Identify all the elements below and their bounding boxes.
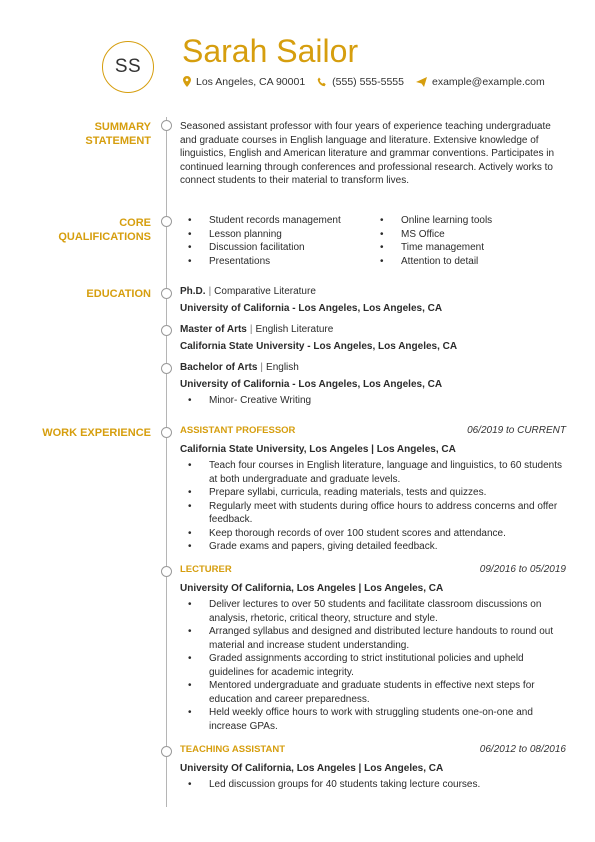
section-label-education: EDUCATION <box>86 288 151 300</box>
job-title: LECTURER <box>180 564 232 575</box>
list-item: • Held weekly office hours to work with struggling students one-on-one and increase GPAs. <box>180 706 566 733</box>
contact-location <box>183 76 305 90</box>
job-title: ASSISTANT PROFESSOR <box>180 425 296 436</box>
monogram-avatar <box>102 41 154 93</box>
list-item: • Deliver lectures to over 50 students and facilitate classroom discussions on analysis, rhetoric, critical theory, structure and style. <box>180 598 566 625</box>
qualifications-list <box>180 214 566 268</box>
job-entry <box>180 743 566 792</box>
school: California State University - Los Angeles, Los Angeles, CA <box>180 340 458 352</box>
phone-icon <box>317 77 327 90</box>
job-dates: 06/2012 to 08/2016 <box>479 744 566 755</box>
job-entry <box>180 424 566 554</box>
job-header <box>180 743 566 757</box>
label-line: SUMMARY <box>94 121 151 133</box>
list-item: • Attention to detail <box>372 255 492 269</box>
job-dates: 06/2019 to CURRENT <box>467 425 566 436</box>
list-item: • Mentored undergraduate and graduate students in effective next steps for education and career preparedness. <box>180 679 566 706</box>
degree: Bachelor of Arts <box>180 362 258 373</box>
timeline-dot <box>161 325 172 336</box>
contact-bar <box>183 76 557 90</box>
degree-line <box>180 323 566 337</box>
field: Comparative Literature <box>214 286 316 297</box>
job-entry <box>180 563 566 733</box>
contact-phone <box>317 76 404 90</box>
list-item: • Arranged syllabus and designed and distributed lecture handouts to round out material and increase student understanding. <box>180 625 566 652</box>
summary-text: Seasoned assistant professor with four years of experience teaching undergraduate and graduate courses in English language and literature. Extensive knowledge of linguistics, English and American literature and grammar conventions. Participates in continued learning through conferences and professional research. Actively works to connect students to their material to transform lives. <box>180 121 555 186</box>
qualifications-column <box>180 214 372 268</box>
job-organization: University Of California, Los Angeles | Los Angeles, CA <box>180 582 444 594</box>
job-bullets <box>180 459 566 554</box>
location-pin-icon <box>183 76 191 90</box>
list-item: • Teach four courses in English literature, language and linguistics, to 60 students at both undergraduate and graduate levels. <box>180 459 566 486</box>
list-item: • Online learning tools <box>372 214 492 228</box>
degree-line <box>180 285 566 299</box>
job-organization: California State University, Los Angeles | Los Angeles, CA <box>180 443 456 455</box>
school: University of California - Los Angeles, Los Angeles, CA <box>180 378 443 390</box>
send-icon <box>416 77 427 90</box>
contact-email <box>416 76 545 90</box>
job-header <box>180 563 566 577</box>
location-text: Los Angeles, CA 90001 <box>196 76 306 89</box>
timeline-dot <box>161 288 172 299</box>
list-item: • Led discussion groups for 40 students taking lecture courses. <box>180 778 566 792</box>
list-item: • Lesson planning <box>180 228 372 242</box>
education-item <box>180 285 566 315</box>
timeline-dot <box>161 746 172 757</box>
qualifications-column <box>372 214 492 268</box>
separator: | <box>260 362 264 373</box>
field: English <box>266 362 299 373</box>
list-item: • Discussion facilitation <box>180 241 372 255</box>
label-line: CORE <box>119 217 151 229</box>
section-label-summary <box>85 120 151 148</box>
separator: | <box>208 286 212 297</box>
field: English Literature <box>255 324 334 335</box>
section-label-work: WORK EXPERIENCE <box>42 427 151 439</box>
job-organization: University Of California, Los Angeles | Los Angeles, CA <box>180 762 444 774</box>
job-title: TEACHING ASSISTANT <box>180 744 286 755</box>
email-text: example@example.com <box>431 76 545 89</box>
timeline-dot <box>161 363 172 374</box>
timeline-dot <box>161 120 172 131</box>
education-bullets <box>180 394 566 408</box>
list-item: • MS Office <box>372 228 492 242</box>
list-item: • Minor- Creative Writing <box>180 394 566 408</box>
job-dates: 09/2016 to 05/2019 <box>479 564 566 575</box>
list-item: • Presentations <box>180 255 372 269</box>
phone-text: (555) 555-5555 <box>332 76 404 89</box>
candidate-name: Sarah Sailor <box>182 33 359 69</box>
timeline-dot <box>161 566 172 577</box>
section-label-qualifications <box>58 216 151 244</box>
timeline-dot <box>161 427 172 438</box>
timeline-dot <box>161 216 172 227</box>
school: University of California - Los Angeles, Los Angeles, CA <box>180 302 443 314</box>
education-item <box>180 323 566 353</box>
label-line: QUALIFICATIONS <box>58 231 151 243</box>
job-header <box>180 424 566 438</box>
initials: SS <box>114 56 142 78</box>
list-item: • Grade exams and papers, giving detailed feedback. <box>180 540 566 554</box>
education-item <box>180 361 566 408</box>
list-item: • Student records management <box>180 214 372 228</box>
degree-line <box>180 361 566 375</box>
separator: | <box>249 324 253 335</box>
list-item: • Time management <box>372 241 492 255</box>
list-item: • Regularly meet with students during office hours to address concerns and offer feedback. <box>180 500 566 527</box>
job-bullets <box>180 778 566 792</box>
job-bullets <box>180 598 566 733</box>
list-item: • Keep thorough records of over 100 student scores and attendance. <box>180 527 566 541</box>
label-line: STATEMENT <box>85 135 151 147</box>
list-item: • Graded assignments according to strict institutional policies and upheld guidelines for academic integrity. <box>180 652 566 679</box>
degree: Master of Arts <box>180 324 247 335</box>
list-item: • Prepare syllabi, curricula, reading materials, tests and quizzes. <box>180 486 566 500</box>
degree: Ph.D. <box>180 286 206 297</box>
